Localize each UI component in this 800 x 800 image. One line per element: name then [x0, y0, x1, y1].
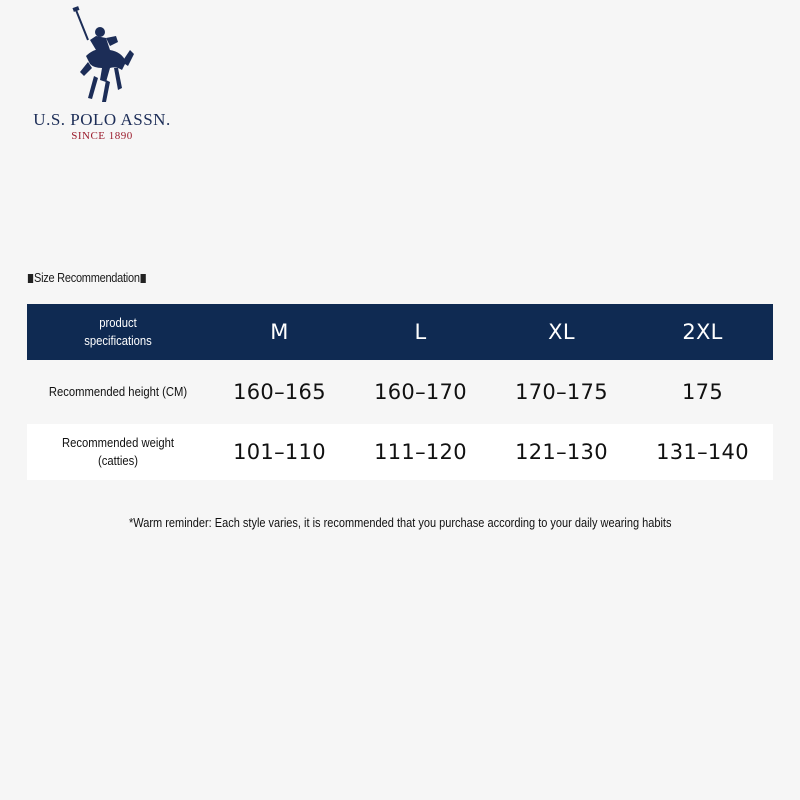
- header-label-line2: specifications: [84, 334, 152, 348]
- height-value-m: 160–165: [233, 380, 326, 404]
- brand-name: U.S. POLO ASSN.: [33, 110, 171, 129]
- weight-label-line2: (catties): [97, 454, 138, 468]
- height-row-label: Recommended height (CM): [48, 385, 188, 399]
- polo-player-icon: [66, 6, 136, 106]
- table-row-height: [27, 360, 773, 424]
- section-title: [27, 271, 147, 285]
- warm-reminder-text: *Warm reminder: Each style varies, it is recommended that you purchase according to your daily wearing habits: [128, 516, 672, 530]
- weight-value-m: 101–110: [233, 440, 326, 464]
- weight-row-label: [36, 434, 200, 470]
- bracket-right-icon: [141, 274, 146, 283]
- weight-value-l: 111–120: [374, 440, 467, 464]
- header-label: [36, 314, 200, 350]
- header-label-line1: product: [99, 316, 137, 330]
- weight-label-line1: Recommended weight: [62, 436, 174, 450]
- section-title-text: Size Recommendation: [34, 271, 140, 285]
- size-header-2xl: 2XL: [682, 320, 723, 344]
- table-row-weight: [27, 424, 773, 480]
- height-value-xl: 170–175: [515, 380, 608, 404]
- warm-reminder: [0, 516, 800, 530]
- size-header-m: M: [270, 320, 289, 344]
- size-header-xl: XL: [548, 320, 575, 344]
- weight-value-xl: 121–130: [515, 440, 608, 464]
- weight-value-2xl: 131–140: [656, 440, 749, 464]
- height-value-2xl: 175: [682, 380, 723, 404]
- height-value-l: 160–170: [374, 380, 467, 404]
- size-table: [27, 304, 773, 480]
- size-header-l: L: [414, 320, 427, 344]
- bracket-left-icon: [28, 274, 33, 283]
- table-header-row: [27, 304, 773, 360]
- brand-logo: [22, 6, 182, 146]
- brand-since: SINCE 1890: [71, 130, 133, 142]
